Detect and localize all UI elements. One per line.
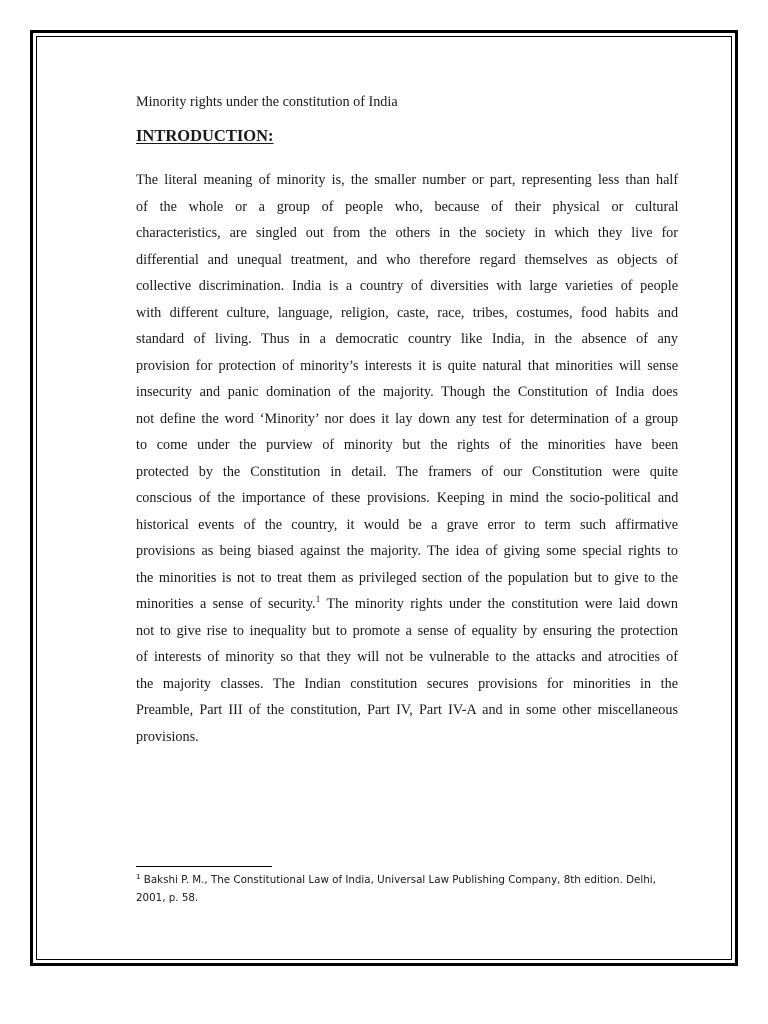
- paragraph-line: differential and unequal treatment, and who therefore regard themselves as objects of: [136, 251, 678, 268]
- footnote-separator: [136, 866, 272, 867]
- paragraph-line-with-footnote: [136, 591, 678, 618]
- footnote-text: Bakshi P. M., The Constitutional Law of India, Universal Law Publishing Company, 8th edition. Delhi,: [143, 874, 656, 886]
- paragraph-line: provisions.: [136, 728, 199, 745]
- paragraph-line: conscious of the importance of these provisions. Keeping in mind the socio-political and: [136, 490, 679, 506]
- paragraph-line: not define the word ‘Minority’ nor does it lay down any test for determination of a group: [136, 410, 679, 427]
- footnote-line: [136, 872, 696, 890]
- document-body: [136, 92, 678, 750]
- footnote: [136, 872, 696, 907]
- paragraph-line: Preamble, Part III of the constitution, Part IV, Part IV-A and in some other miscellaneous: [136, 702, 678, 718]
- paragraph-line: insecurity and panic domination of the majority. Though the Constitution of India does: [136, 384, 678, 400]
- paragraph-line: of the whole or a group of people who, because of their physical or cultural: [136, 198, 679, 215]
- paragraph-line: standard of living. Thus in a democratic country like India, in the absence of any: [136, 331, 678, 347]
- footnote-marker: 1: [136, 873, 141, 881]
- paragraph-line-continuation: The minority rights under the constitution were laid down: [326, 596, 678, 612]
- document-title: Minority rights under the constitution of India: [136, 94, 398, 110]
- paragraph-line: not to give rise to inequality but to promote a sense of equality by ensuring the protection: [136, 622, 678, 639]
- paragraph-line-text: minorities a sense of security.: [136, 596, 316, 612]
- paragraph-line: The literal meaning of minority is, the smaller number or part, representing less than half: [136, 172, 679, 188]
- paragraph-line: the minorities is not to treat them as privileged section of the population but to give to the: [136, 569, 678, 586]
- paragraph-line: protected by the Constitution in detail. The framers of our Constitution were quite: [136, 463, 679, 480]
- paragraph-line: with different culture, language, religion, caste, race, tribes, costumes, food habits and: [136, 304, 679, 321]
- footnote-line: 2001, p. 58.: [136, 891, 199, 904]
- section-heading: INTRODUCTION:: [136, 126, 274, 145]
- paragraph-line: of interests of minority so that they will not be vulnerable to the attacks and atrocities of: [136, 649, 678, 665]
- paragraph-line: provision for protection of minority’s interests it is quite natural that minorities will sense: [136, 357, 678, 374]
- paragraph-line: to come under the purview of minority but the rights of the minorities have been: [136, 437, 679, 453]
- paragraph-line: collective discrimination. India is a country of diversities with large varieties of people: [136, 278, 678, 294]
- paragraph-line: characteristics, are singled out from the others in the society in which they live for: [136, 225, 678, 241]
- footnote-reference[interactable]: 1: [315, 595, 321, 605]
- introduction-paragraph: [136, 167, 678, 750]
- paragraph-line: provisions as being biased against the majority. The idea of giving some special rights to: [136, 543, 678, 559]
- paragraph-line: historical events of the country, it would be a grave error to term such affirmative: [136, 516, 678, 533]
- paragraph-line: the majority classes. The Indian constitution secures provisions for minorities in the: [136, 675, 678, 692]
